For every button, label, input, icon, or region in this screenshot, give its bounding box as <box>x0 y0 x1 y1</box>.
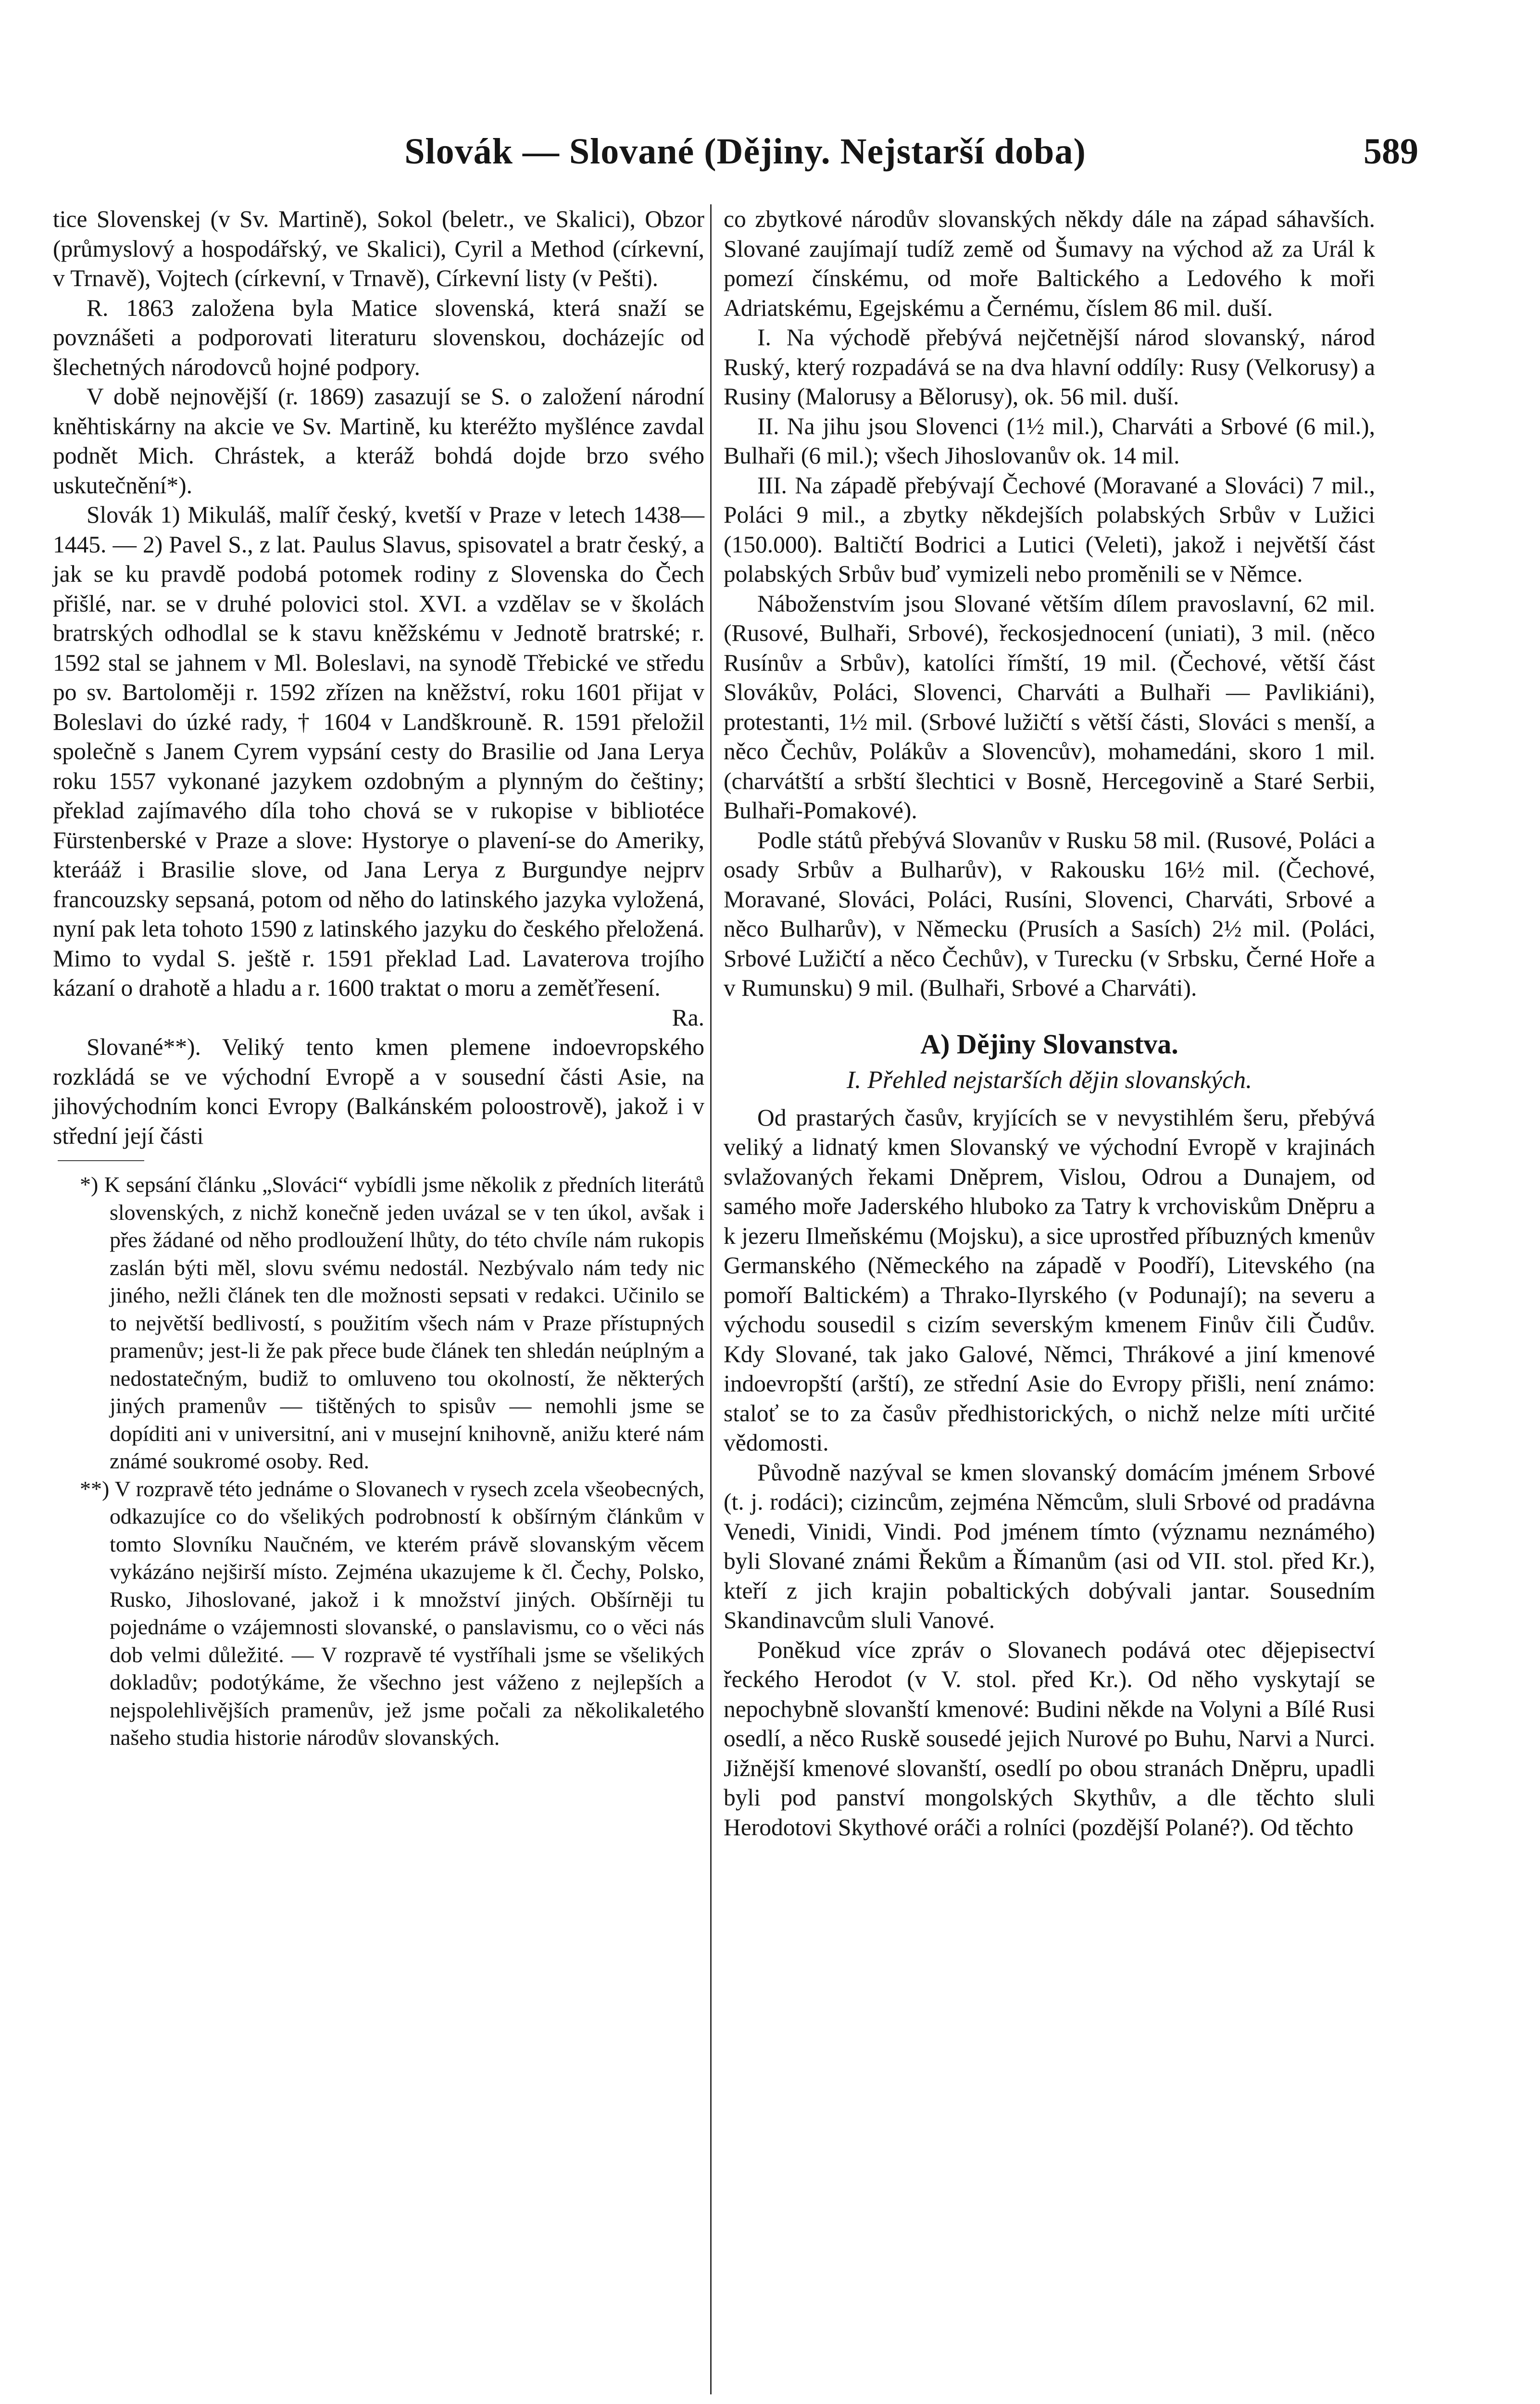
footnote-1: *) K sepsání článku „Slováci“ vybídli jsme několik z předních literátů slovenských, z nichž konečně jeden uvázal se v ten úkol, avšak i přes žádané od něho prodloužení lhůty, do této chvíle nám rukopis zaslán býti měl, slovu svému nedostál. Nezbývalo nám tedy nic jiného, nežli článek ten dle možnosti sepsati v redakci. Učinilo se to největší bedlivostí, s použitím všech nám v Praze přístupných pramenův; jest-li že pak přece bude článek ten shledán neúplným a nedostatečným, budiž to omluveno tou okolností, že některých jiných pramenův — tištěných to spisův — nemohli jsme se dopíditi ani v universitní, ani v musejní knihovně, anižu které nám známé soukromé osoby. Red. <box>80 1172 704 1473</box>
entry-slovak: Slovák 1) Mikuláš, malíř český, kvetší v Praze v letech 1438—1445. — 2) Pavel S., z lat. Paulus Slavus, spisovatel a bratr český, a jak se ku pravdě podobá potomek rodiny z Slovenska do Čech přišlé, nar. se v druhé polovici stol. XVI. a vzdělav se v školách bratrských odhodlal se k stavu kněžskému v Jednotě bratrské; r. 1592 stal se jahnem v Ml. Boleslavi, na synodě Třebické ve středu po sv. Bartoloměji r. 1592 zřízen na kněžství, roku 1601 přijat v Boleslavi do úzké rady, † 1604 v Landškrouně. R. 1591 přeložil společně s Janem Cyrem vypsání cesty do Brasilie od Jana Lerya roku 1557 vykonané jazykem ozdobným a plynným do češtiny; překlad zajímavého díla toho chová se v rukopise v bibliotéce Fürstenberské v Praze a slove: Hystorye o plavení-se do Ameriky, kterááž i Brasilie slove, od Jana Lerya z Burgundye nejprv francouzsky sepsaná, potom od něho do latinského jazyka vyložená, nyní pak leta tohoto 1590 z latinského jazyku do českého přeložená. Mimo to vydal S. ještě r. 1591 překlad Lad. Lavaterova trojího kázaní o drahotě a hladu a r. 1600 traktat o moru a zeměťřesení. <box>53 501 704 1001</box>
right-column <box>724 204 1375 2404</box>
subsection-heading: I. Přehled nejstarších dějin slovanských. <box>846 1066 1252 1094</box>
page-number: 589 <box>1364 131 1418 172</box>
left-column <box>53 204 704 2404</box>
paragraph-religion: Náboženstvím jsou Slované větším dílem pravoslavní, 62 mil. (Rusové, Bulhaři, Srbové), řeckosjednocení (uniati), 3 mil. (něco Rusínův a Srbův), katolíci římští, 19 mil. (Čechové, větší část Slovákův, Poláci, Slovenci, Charváti a Bulhaři — Pavlikiáni), protestanti, 1½ mil. (Srbové lužičtí s větší části, Slováci s menší, a něco Čechův, Polákův a Slovencův), mohamedáni, skoro 1 mil. (charvátští a srbští šlechtici v Bosně, Hercegovině a Staré Serbii, Bulhaři-Pomakové). <box>724 590 1375 824</box>
paragraph-west: III. Na západě přebývají Čechové (Moravané a Slováci) 7 mil., Poláci 9 mil., a zbytky někdejších polabských Srbův v Lužici (150.000). Baltičtí Bodrici a Lutici (Veleti), jakož i největší část polabských Srbův buď vymizeli nebo proměnili se v Němce. <box>724 472 1375 587</box>
paragraph-printing-house: V době nejnovější (r. 1869) zasazují se S. o založení národní kněhtiskárny na akcie ve Sv. Martině, ku kteréžto myšlénce zavdal podnět Mich. Chrástek, a kteráž bohdá dojde brzo svého uskutečnění*). <box>53 383 704 499</box>
author-signature: Ra. <box>672 1004 704 1031</box>
running-title: Slovák — Slované (Dějiny. Nejstarší doba) <box>404 131 1086 172</box>
paragraph-names: Původně nazýval se kmen slovanský domácím jménem Srbové (t. j. rodáci); cizincům, zejména Němcům, sluli Srbové od pradávna Venedi, Vinidi, Vindi. Pod jménem tímto (významu neznámého) byli Slované známi Řekům a Římanům (asi od VII. stol. před Kr.), kteří z jich krajin pobaltických dobývali jantar. Sousedním Skandinavcům sluli Vanové. <box>724 1459 1375 1633</box>
paragraph-south: II. Na jihu jsou Slovenci (1½ mil.), Charváti a Srbové (6 mil.), Bulhaři (6 mil.); všech Jihoslovanův ok. 14 mil. <box>724 413 1375 469</box>
entry-slovane-intro: Slované**). Veliký tento kmen plemene indoevropského rozkládá se ve východní Evropě a v sousední části Asie, na jihovýchodním konci Evropy (Balkánském poloostrově), jakož i v střední její části <box>53 1034 704 1149</box>
footnote-2: **) V rozpravě této jednáme o Slovanech v rysech zcela všeobecných, odkazujíce co do všelikých podrobností k obšírným článkům v tomto Slovníku Naučném, ve kterém právě slovanským věcem vykázáno nejširší místo. Zejména ukazujeme k čl. Čechy, Polsko, Rusko, Jihoslované, jakož i k množství jiných. Obšírněji tu pojednáme o vzájemnosti slovanské, o panslavismu, co o věci nás dob velmi důležité. — V rozpravě té vystříhali jsme se všelikých dokladův; podotýkáme, že všechno jest váženo z nejlepších a nejspolehlivějších pramenův, jež jsme počali za několikaletého našeho studia historie národův slovanských. <box>80 1476 704 1750</box>
column-divider <box>710 204 712 2394</box>
paragraph-east: I. Na východě přebývá nejčetnější národ slovanský, národ Ruský, který rozpadává se na dva hlavní oddíly: Rusy (Velkorusy) a Rusiny (Malorusy a Bělorusy), ok. 56 mil. duší. <box>724 324 1375 410</box>
running-header <box>72 131 1418 179</box>
paragraph-matice: R. 1863 založena byla Matice slovenská, která snaží se povznášeti a podporovati literaturu slovenskou, docházejíc od šlechetných národovců hojné podpory. <box>53 294 704 380</box>
paragraph-territory: co zbytkové národův slovanských někdy dále na západ sáhavších. Slované zaujímají tudíž země od Šumavy na východ až za Urál k pomezí čínskému, od moře Baltického a Ledového k moři Adriatskému, Egejskému a Černému, číslem 86 mil. duší. <box>724 206 1375 321</box>
paragraph-states: Podle států přebývá Slovanův v Rusku 58 mil. (Rusové, Poláci a osady Srbův a Bulharův), v Rakousku 16½ mil. (Čechové, Moravané, Slováci, Poláci, Rusíni, Slovenci, Charváti, Srbové a něco Bulharův), v Německu (Prusích a Sasích) 2½ mil. (Poláci, Srbové Lužičtí a něco Čechův), v Turecku (v Srbsku, Černé Hoře a v Rumunsku) 9 mil. (Bulhaři, Srbové a Charváti). <box>724 826 1375 1001</box>
paragraph-press-list: tice Slovenskej (v Sv. Martině), Sokol (beletr., ve Skalici), Obzor (průmyslový a hospodářský, ve Skalici), Cyril a Method (církevní, v Trnavě), Vojtech (církevní, v Trnavě), Církevní listy (v Pešti). <box>53 206 704 291</box>
paragraph-herodotus: Poněkud více zpráv o Slovanech podává otec dějepisectví řeckého Herodot (v V. stol. před Kr.). Od něho vyskytají se nepochybně slovanští kmenové: Budini někde na Volyni a Bílé Rusi osedlí, a něco Ruskě sousedé jejich Nurové po Buhu, Narvi a Nurci. Jižnější kmenové slovanští, osedlí po obou stranách Dněpru, upadli byli pod panství mongolských Skythův, a dle těchto sluli Herodotovi Skythové oráči a rolníci (pozdější Polané?). Od těchto <box>724 1636 1375 1841</box>
section-heading: A) Dějiny Slovanstva. <box>920 1028 1178 1060</box>
paragraph-origins: Od prastarých časův, kryjících se v nevystihlém šeru, přebývá veliký a lidnatý kmen Slovanský ve východní Evropě v krajinách svlažovaných řekami Dněprem, Vislou, Odrou a Dunajem, od samého moře Jaderského hluboko za Tatry k vrchoviskům Dněpru a k jezeru Ilmeňskému (Mojsku), a sice uprostřed příbuzných kmenův Germanského (Německého na západě v Poodří), Litevského (na pomoří Baltickém) a Thrako-Ilyrského (v Podunají); na severu a východu sousedil s cizím severským kmenem Finův čili Čudův. Kdy Slované, tak jako Galové, Němci, Thrákové a jiní kmenové indoevropští (arští), ze střední Asie do Evropy přišli, není známo: staloť se to za časův předhistorických, o nichž nelze míti určité vědomosti. <box>724 1104 1375 1456</box>
footnote-rule <box>58 1160 144 1161</box>
